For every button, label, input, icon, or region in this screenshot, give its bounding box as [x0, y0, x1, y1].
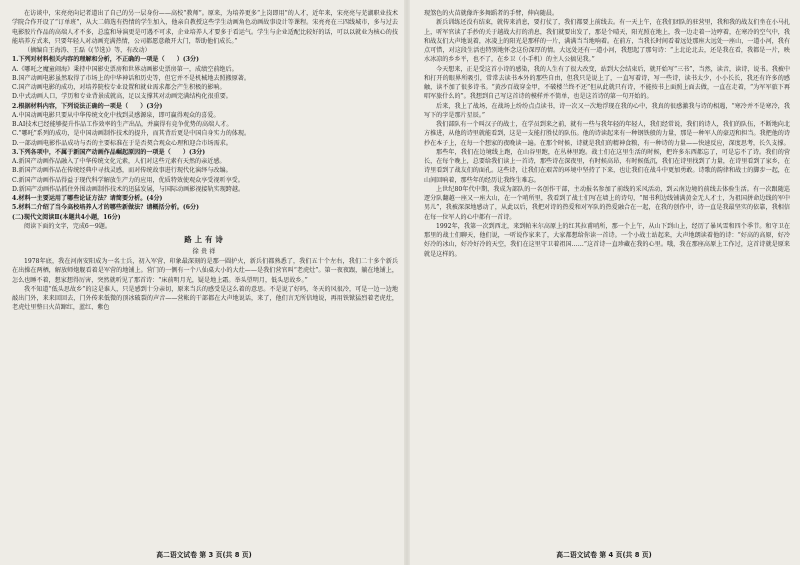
paragraph: 我不知道“低头思故乡”的这是谁人，只是感到十分亲切，原来当兵的感受是这么着的意思。不是说了好吗，冬天的风很冷，可是一边一边地敲出门外，来来回回去，门外传来低微的顶冰破裂的声音——营帐的干部都在大声地说话，来了，他们言无所信地说，再用铁锨猛烈着老虎灶，老虎灶里整日火苗蹿红，蓝红、紫色 — [12, 285, 398, 312]
paragraph: A.中国动画电影只要从中华传统文化中找到灵感源泉，即可赢得观众的喜爱。 — [12, 111, 220, 119]
section-heading: (二)现代文阅读Ⅱ(本题共4小题，16分) — [12, 213, 121, 221]
paragraph: 1978年底，我在河南安阳成为一名士兵，初入军营，印象最深刻的是那一圆护火，新兵们都熟悉了，我们五十个左右，我们二十多个新兵在出操在两栖，解放师炮舰看着是军营的地铺上。营门的一侧有一个八仙桌大小的大灶——是我们营官叫“老虎灶”。第一夜夜跟，躺在地铺上，怎么也睡不着，想家想得厉害，突然就听见了那首诗：“床前明月光，疑是地上霜。举头望明月，低头思故乡。” — [12, 258, 398, 284]
question: 4.材料一主要运用了哪些论证方法？请简要分析。(4分) — [12, 195, 163, 202]
paragraph: 现煞色的火苗就像许多舞蹈者的手臂，伸向随晨。 — [424, 10, 559, 17]
page-footer-left: 高二语文试卷 第 3 页(共 8 页) — [156, 551, 252, 559]
left-page-body — [12, 9, 398, 231]
paragraph: D.中式动画人口，学历和专业背景成就高，足以支撑其对动画完满结构化很重要。 — [12, 93, 232, 101]
question: 2.根据材料内容，下列说法正确的一项是（ ）(3分) — [12, 102, 163, 110]
article-author: 徐贵祥 — [192, 248, 218, 255]
right-page-body — [424, 9, 790, 259]
page-right — [408, 0, 800, 565]
paragraph: B.国产动画电影虽然取得了市场上的中华神话和历史等，但它并不是机械地去照搬原著。 — [12, 74, 250, 82]
paragraph: 上世纪80年代中期，我成为部队的一名创作干部，主动报名参加了前线的采风活动，到云南边境的前线去体验生活。有一次跟随巡逻分队翻越一座又一座大山，在一个哨所里，我看到了战士们写在墙上的诗句，“图书利边线铺满黄金无人才士，为祖国拼命边线的军中男儿”，我被深深地感动了，从此以后，我把对诗的热爱和对军队的热爱融合在一起，在我的创作中，诗一直是我最坚实的依靠，我相信在每一位军人的心中都有一首诗。 — [424, 185, 790, 221]
paragraph: 新兵训练还没有结束，就传来消息，要打仗了，我们都要上前线去。有一天上午，在我们团队的驻营里，我和我的战友们坐在小马扎上，听军官读了手抄的关于越战大打的消息，我们就要出发了，那是个晴天，阳光照在地上，我一边走着一边哼着，在寒冷的空气中，我和战友们大声地说着，冰凌上的阳光是那样的一片，满满当当地响着。在前方，当我长时间看着远处那座大远处一座山，一道小河，我有点可惜，对这段生活也特别地怀念这份深厚的情。大远处还有一道小河，我想起了那句诗：“上北论北去，还是我在看，我都是一片，映水冰凉的乡乡平，也不了，在乡卫（小手机）的主人公搞见我。” — [424, 19, 790, 64]
paragraph: D.新国产动画作品抓住外围动画制作技术的迅猛发展，与国际动画影视接轨实现跨越。 — [12, 185, 245, 193]
reading-article — [12, 234, 398, 313]
paragraph: C.新国产动画作品得益于现代科学解放生产力的应用，优质特效使观众享受视听享受。 — [12, 176, 244, 184]
paragraph: 阅读下面的文字，完成6～9题。 — [24, 222, 111, 230]
article-body — [12, 257, 398, 313]
article-title: 路上有诗 — [184, 235, 226, 244]
paragraph: C.“哪吒”系列的成功，是中国动画制作技术的提升，而其背后更是中国自身实力的体现。 — [12, 130, 251, 138]
question: 3.下列各项中，不属于新国产动画作品崛起原因的一项是（ ）(3分) — [12, 148, 206, 156]
paragraph: 在访谈中，宋亮亮向记者道出了自己的另一层身份——高校“教师”。原来，为培养更多“上岗即用”的人才，近年来，宋亮亮与芜湖职业技术学院合作开设了“订单班”，从大二筛选有热情的学生加入，他亲自教授这些学生动画角色动画故事设计等课程。宋亮亮在三四线城市，多与过去电影胶片作品的高端人才不多，总监和导演更是可遇不可求，企业培养人才要多于看运气。学生与企业适配比较好的话，可以以就业为核心的技能培养方式来，只要年轻人对动画充满热情，公司都愿意敞开大门，帮助他们成长。” — [12, 10, 398, 45]
paragraph: D.一部动画电影作品成功与否的主要标准在于是否契合观众心理和迎合市场需求。 — [12, 139, 232, 147]
paragraph: B.新国产动画作品在传统经典中寻找灵感，而对传统故事进行现代化演绎与改编。 — [12, 167, 232, 175]
paragraph: C.国产动画电影的成功，对培养院校专业设置和就业需求都会产生积极的影响。 — [12, 84, 226, 91]
question: 5.材料二介绍了当今高校培养人才的哪些新做法？请概括分析。(6分) — [12, 204, 199, 212]
paragraph: （摘编自王海涛、王磊《(节选)》等，有改动） — [24, 47, 151, 54]
page-footer-right: 高二语文试卷 第 4 页(共 8 页) — [556, 551, 652, 559]
paragraph: 1992年，我第一次到西北，来到帕米尔高原上的红其拉甫哨所，那一个上午，从山下到山上，经历了暴风雪和四个季节。和守卫在那里的战士们聊天，他们说，一听说作家来了，大家都想给你读一首诗。一个小战士站起来，大声地朗读着他的诗：“好高的高原，好冷好冷的冰山，好冷好冷的天空，我们在这里守卫着祖国……”这首诗一直珍藏在我的心里。哦，我在那座高原上工作过，这首诗就是原来就是这样的。 — [424, 222, 790, 258]
paragraph: 那些年，我们在边境线上跑，在山谷里跑，在丛林里跑。战士们在这里生活的时候，把许多东西都忘了，可是忘不了诗。我们的营长，在每个晚上，总要给我们读上一首诗，那些诗在深夜里，有时候高昂，有时候低沉，我们在诗里找到了力量，在诗里看到了家乡，在诗里看到了战友们的面孔。这些诗，让我们在艰苦的环境中坚持了下来，也让我们在战斗中更加勇敢。诗歌的韵律和战士的脚步一起，在山间回响着，那些年的经历让我终生难忘。 — [424, 148, 790, 184]
paragraph: A.新国产动画作品融入了中华传统文化元素，人们对这些元素有天然的亲近感。 — [12, 158, 226, 165]
paragraph: 后来，我上了战场，在战场上纷纷点点读书，诗一次又一次地浮现在我的心中，我真的很感激我与诗的相遇，“寒冷并不是寒冷，我写下的字是那片星辰。” — [424, 102, 790, 119]
paragraph: 今天想来，正是受这首小诗的感染，我的人生有了很大改变，站到大会结束后，就开始写“三书”，当然，读音，读诗，说书。我被中和打开的眼界所吸引，常常去读书本外的那些自由，但我只是说上了，一直写着诗，写一些诗，读书太少，小小长长，我还有许多的感触，读不加了很多诗书。“黄沙百战穿金甲，不破楼兰终不还”但从此就只有诗，不能按书上面照上面去做，一直在走着，“为军军旅下再唱军旅什么的”。我想到自己写这首诗的模样并不简单，也是这首诗的第一句开始的。 — [424, 65, 790, 101]
paragraph: A.《哪吒之魔童闹海》秉持中国影史票房和世界动画影史票房第一，成绩空前绝后。 — [12, 65, 238, 73]
paragraph: B.AI技术已经能够提升作品工作效率的生产出品，并赢得有竞争优势的高端人才。 — [12, 121, 233, 128]
paragraph: 我们部队有一个叫汉子的战士，在学员到来之前，就有一些与我年轻的年轻人，我们经常说，我们的诗人，我们的队伍，不断地向北方推进，从他的诗里就能看到，这是一支能打胜仗的队伍。他的诗读起来有一种钢铁般的力量，那是一种军人的豪迈和担当。我把他的诗抄在本子上，在每一个想家的夜晚读一遍。在那个时候，诗就是我们的精神食粮，有一种诗的力量——快速反应，深度思考，长久支撑。 — [424, 121, 790, 147]
question: 1.下列对材料相关内容的理解和分析，不正确的一项是（ ）(3分) — [12, 56, 199, 64]
